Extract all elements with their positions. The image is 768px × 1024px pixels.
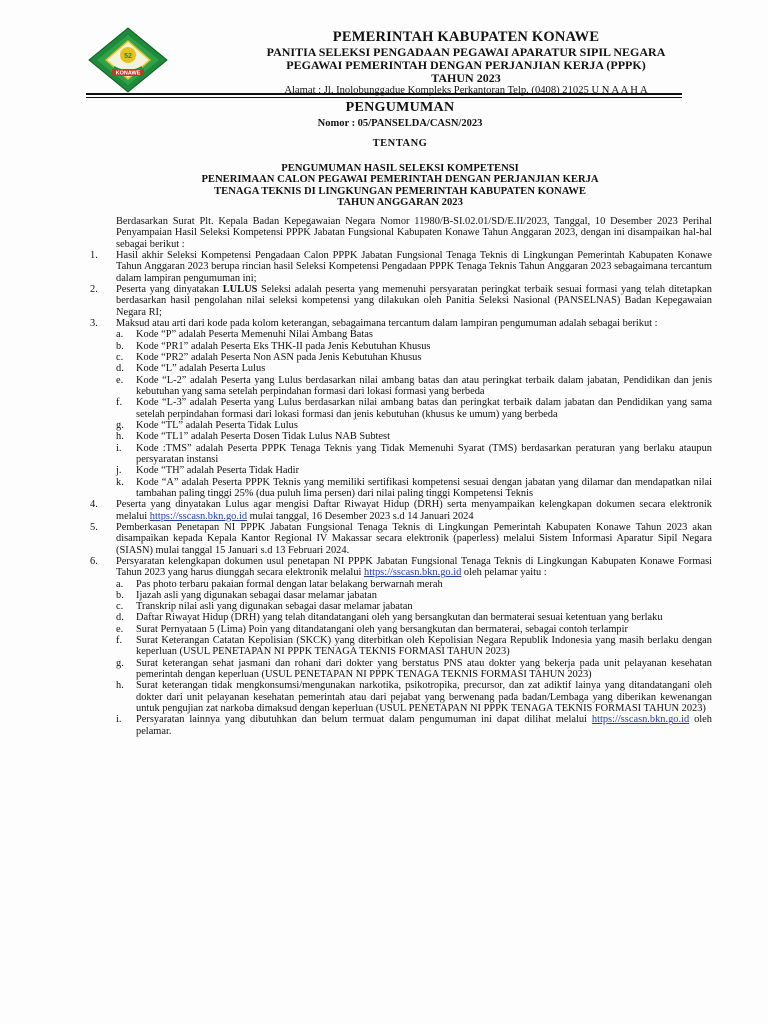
sub-letter: e. xyxy=(116,623,124,635)
item-body xyxy=(116,318,712,499)
sub-text: Surat keterangan sehat jasmani dan rohani dari dokter yang berstatus PNS atau dokter yang bekerja pada unit pelayanan kesehatan pemerintah dengan keperluan (USUL PENETAPAN NI PPPK TENAGA TEKNIS FORMASI TAHUN 2023) xyxy=(136,657,712,681)
subject-line: PENGUMUMAN HASIL SELEKSI KOMPETENSI xyxy=(281,163,519,174)
sub-item xyxy=(116,601,712,612)
sub-letter: g. xyxy=(116,419,124,431)
sub-item xyxy=(116,341,712,352)
sub-item xyxy=(116,714,712,737)
sub-text: Kode “L” adalah Peserta Lulus xyxy=(136,363,266,375)
sub-item xyxy=(116,465,712,476)
item-number: 5. xyxy=(90,521,98,533)
sub-text: Daftar Riwayat Hidup (DRH) yang telah ditandatangani oleh yang bersangkutan dan bermaterai sesuai ketentuan yang berlaku xyxy=(136,612,663,624)
sub-item xyxy=(116,329,712,340)
sub-item xyxy=(116,590,712,601)
letterhead-line3: PEGAWAI PEMERINTAH DENGAN PERJANJIAN KERJA (PPPK) xyxy=(286,57,646,72)
sub-item xyxy=(116,658,712,681)
sub-text: Kode “PR1” adalah Peserta Eks THK-II pada Jenis Kebutuhan Khusus xyxy=(136,340,431,352)
konawe-regency-logo xyxy=(88,27,168,93)
sub-item xyxy=(116,420,712,431)
sub-letter: i. xyxy=(116,714,122,726)
sub-letter: d. xyxy=(116,363,124,375)
letterhead xyxy=(196,30,736,96)
list-item xyxy=(90,499,712,522)
item-text-part: Persyaratan kelengkapan dokumen usul penetapan NI PPPK Jabatan Fungsional Tenaga Teknis di Lingkungan Kabupaten Konawe Formasi Tahun 2023 yang harus diunggah secara elektronik melalui xyxy=(116,555,712,579)
sub-text: Kode “P” adalah Peserta Memenuhi Nilai Ambang Batas xyxy=(136,329,373,341)
letterhead-address: Alamat : Jl. Inolobunggadue Kompleks Perkantoran Telp. (0408) 21025 U N A A H A xyxy=(284,84,648,96)
item-text xyxy=(116,284,712,318)
intro-paragraph: Berdasarkan Surat Plt. Kepala Badan Kepegawaian Negara Nomor 11980/B-SI.02.01/SD/E.II/2023, Tanggal, 10 Desember 2023 Perihal Penyampaian Hasil Seleksi Kompetensi PPPK Jabatan Fungsional Kabupaten Konawe Tahun Anggaran 2023, dengan ini disampaikan hal-hal sebagai berikut : xyxy=(116,216,712,250)
sub-text: Kode “L-3” adalah Peserta yang Lulus berdasarkan nilai ambang batas dan peringkat terbaik dalam jabatan dan Pendidikan yang sama setelah perpindahan formasi dari lokasi formasi dan jenis kebutuhan (khusus ke umum) yang berbeda xyxy=(136,397,712,420)
sub-text: Surat keterangan tidak mengkonsumsi/mengunakan narkotika, psikotropika, precursor, dan zat adiktif lainya yang ditandatangani oleh dokter dari unit pelayanan kesehatan pemerintah atau dari pejabat yang berwenang pada badan/Lembaga yang diberikan kewenangan untuk pengujian zat narkoba dimaksud dengan keperluan (USUL PENETAPAN NI PPPK TENAGA TEKNIS FORMASI TAHUN 2023) xyxy=(136,680,712,715)
numbered-list xyxy=(90,250,712,737)
letterhead-rule-thin xyxy=(86,97,682,98)
item-text: Maksud atau arti dari kode pada kolom keterangan, sebagaimana tercantum dalam lampiran pengumuman adalah sebagai berikut : xyxy=(116,317,658,329)
item-number: 1. xyxy=(90,249,98,261)
sub-text-part: Persyaratan lainnya yang dibutuhkan dan belum termuat dalam pengumuman ini dapat dilihat melalui xyxy=(136,714,592,726)
sub-item xyxy=(116,624,712,635)
letterhead-line1: PEMERINTAH KABUPATEN KONAWE xyxy=(332,29,600,45)
logo-text: KONAWE xyxy=(115,70,141,77)
sub-item xyxy=(116,352,712,363)
sub-letter: g. xyxy=(116,657,124,669)
sub-text: Kode “L-2” adalah Peserta yang Lulus berdasarkan nilai ambang batas dan atau peringkat terbaik dalam jabatan, Pendidikan dan jenis kebutuhan yang sama setelah perpindahan formasi dari lokasi formasi yang berbeda xyxy=(136,374,712,397)
sub-letter: d. xyxy=(116,612,124,624)
sub-item xyxy=(116,612,712,623)
sub-item xyxy=(116,397,712,420)
list-item xyxy=(90,522,712,556)
sub-letter: e. xyxy=(116,374,124,386)
logo-number: 52 xyxy=(124,53,132,60)
sub-letter: i. xyxy=(116,442,122,454)
subject-line: TENAGA TEKNIS DI LINGKUNGAN PEMERINTAH KABUPATEN KONAWE xyxy=(214,185,586,197)
sub-letter: c. xyxy=(116,351,124,363)
item-text-part: mulai tanggal, 16 Desember 2023 s.d 14 Januari 2024 xyxy=(247,510,474,522)
sub-letter: c. xyxy=(116,601,124,613)
sub-item xyxy=(116,680,712,714)
sub-text: Surat Pernyataan 5 (Lima) Poin yang ditandatangani oleh yang bersangkutan dan bermaterai, sebagai contoh terlampir xyxy=(136,623,628,635)
sub-item xyxy=(116,635,712,658)
announcement-number: Nomor : 05/PANSELDA/CASN/2023 xyxy=(317,118,483,129)
list-item xyxy=(90,250,712,284)
item-text-part: Seleksi adalah peserta yang memenuhi persyaratan peringkat terbaik sesuai formasi yang telah ditetapkan berdasarkan hasil pengolahan nilai seleksi kompetensi yang dilakukan oleh Panitia Seleksi Nasional (PANSELNAS) Badan Kepegawaian Negara RI; xyxy=(116,283,712,318)
sub-letter: b. xyxy=(116,340,124,352)
sub-text: Kode “TH” adalah Peserta Tidak Hadir xyxy=(136,465,300,477)
sub-item xyxy=(116,477,712,500)
item-number: 6. xyxy=(90,555,98,567)
sub-item xyxy=(116,443,712,466)
sub-item xyxy=(116,363,712,374)
sub-item xyxy=(116,375,712,398)
sub-letter: h. xyxy=(116,680,124,692)
item-body xyxy=(116,556,712,737)
subject-line: PENERIMAAN CALON PEGAWAI PEMERINTAH DENGAN PERJANJIAN KERJA xyxy=(201,174,599,186)
announcement-about: TENTANG xyxy=(372,138,428,149)
sscasn-link[interactable]: https://sscasn.bkn.go.id xyxy=(591,714,690,726)
sub-text: Kode “PR2” adalah Peserta Non ASN pada Jenis Kebutuhan Khusus xyxy=(136,351,422,363)
list-item xyxy=(90,318,712,499)
lulus-emphasis: LULUS xyxy=(222,283,258,295)
sub-text xyxy=(136,714,712,737)
item-text xyxy=(116,499,712,522)
letterhead-rule xyxy=(86,93,682,95)
sub-text: Kode “A” adalah Peserta PPPK Teknis yang memiliki sertifikasi kompetensi sesuai dengan jabatan yang dilamar dan mendapatkan nilai tambahan paling tinggi 25% (dua puluh lima persen) dari nilai paling tinggi Kompetensi Teknis xyxy=(136,476,712,499)
sub-letter: b. xyxy=(116,589,124,601)
item-number: 2. xyxy=(90,283,98,295)
sub-letter: j. xyxy=(116,465,122,477)
item-text: Hasil akhir Seleksi Kompetensi Pengadaan Calon PPPK Jabatan Fungsional Tenaga Teknis di Lingkungan Pemerintah Kabupaten Konawe Tahun Anggaran 2023 berupa rincian hasil Seleksi Kompetensi Pengadaan PPPK Tenaga Teknis Tahun Anggaran 2023 sebagaimana tercantum dalam lampiran pengumuman ini; xyxy=(116,249,712,284)
sub-item xyxy=(116,579,712,590)
item-text-part: Peserta yang dinyatakan xyxy=(116,283,223,295)
sub-letter: k. xyxy=(116,476,124,488)
sub-text: Transkrip nilai asli yang digunakan sebagai dasar melamar jabatan xyxy=(136,601,413,613)
sub-letter: f. xyxy=(116,397,123,409)
item-number: 4. xyxy=(90,499,98,511)
item-text: Pemberkasan Penetapan NI PPPK Jabatan Fungsional Tenaga Teknis di Lingkungan Pemerintah Kabupaten Konawe Tahun 2023 akan disampaikan kepada Kepala Kantor Regional IV Makassar secara elektronik (paperless) melalui Sistem Informasi Aparatur Sipil Negara (SIASN) mulai tanggal 15 Januari s.d 13 Februari 2024. xyxy=(116,521,712,556)
item-text xyxy=(116,556,712,579)
announcement-subject xyxy=(140,163,660,209)
item-number: 3. xyxy=(90,317,98,329)
document-body xyxy=(90,216,712,737)
sub-text: Kode :TMS” adalah Peserta PPPK Tenaga Teknis yang Tidak Memenuhi Syarat (TMS) berdasarkan peraturan yang berlaku ataupun persyaratan instansi xyxy=(136,442,712,465)
sub-text: Pas photo terbaru pakaian formal dengan latar belakang berwarnah merah xyxy=(136,578,443,590)
sub-text: Ijazah asli yang digunakan sebagai dasar melamar jabatan xyxy=(136,589,377,601)
sub-letter: f. xyxy=(116,635,123,647)
list-item xyxy=(90,556,712,737)
sscasn-link[interactable]: https://sscasn.bkn.go.id xyxy=(149,510,248,522)
sub-text-part: oleh pelamar. xyxy=(136,714,712,737)
letterhead-line4: TAHUN 2023 xyxy=(431,70,501,85)
sub-letter: h. xyxy=(116,431,124,443)
sub-letter: a. xyxy=(116,578,124,590)
sscasn-link[interactable]: https://sscasn.bkn.go.id xyxy=(364,567,462,579)
announcement-title: PENGUMUMAN xyxy=(345,100,455,115)
sub-letter: a. xyxy=(116,329,124,341)
sub-text: Kode “TL” adalah Peserta Tidak Lulus xyxy=(136,419,298,431)
item-text-part: Peserta yang dinyatakan Lulus agar mengisi Daftar Riwayat Hidup (DRH) serta menyampaikan kelengkapan dokumen secara elektronik melalui xyxy=(116,499,712,522)
sub-text: Kode “TL1” adalah Peserta Dosen Tidak Lulus NAB Subtest xyxy=(136,431,390,443)
list-item xyxy=(90,284,712,318)
sub-item xyxy=(116,431,712,442)
letterhead-line2: PANITIA SELEKSI PENGADAAN PEGAWAI APARATUR SIPIL NEGARA xyxy=(266,44,666,59)
subject-line: TAHUN ANGGARAN 2023 xyxy=(337,197,463,209)
item-text-part: oleh pelamar yaitu : xyxy=(461,567,547,579)
sub-text: Surat Keterangan Catatan Kepolisian (SKCK) yang diterbitkan oleh Kepolisian Negara Republik Indonesia yang masih berlaku dengan keperluan (USUL PENETAPAN NI PPPK TENAGA TEKNIS FORMASI TAHUN 2023) xyxy=(136,635,712,658)
